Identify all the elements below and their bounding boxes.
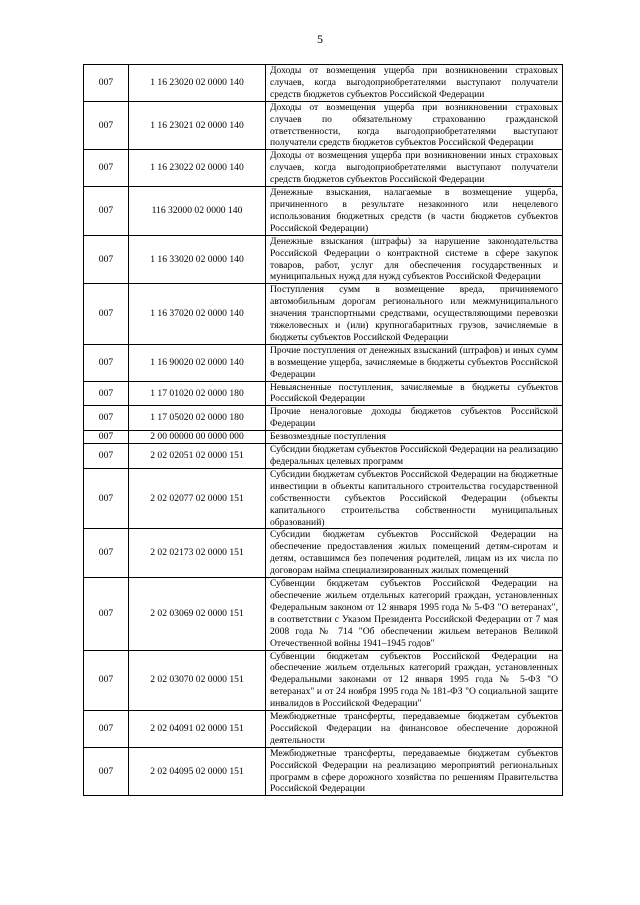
revenue-name-cell: Денежные взыскания (штрафы) за нарушение законодательства Российской Федерации о контрактной системе в сфере закупок товаров, работ, услуг для обеспечения государственных и муниципальных нужд для нужд субъектов Российской Федерации — [266, 235, 563, 284]
table-row — [84, 711, 563, 748]
admin-code-cell: 007 — [84, 235, 129, 284]
table-row — [84, 344, 563, 381]
admin-code-cell: 007 — [84, 468, 129, 529]
revenue-name-cell: Невыясненные поступления, зачисляемые в бюджеты субъектов Российской Федерации — [266, 381, 563, 406]
table-row — [84, 150, 563, 187]
revenue-name-cell: Доходы от возмещения ущерба при возникновении страховых случаев, когда выгодоприобретателями выступают получатели средств бюджетов субъектов Российской Федерации — [266, 65, 563, 102]
budget-classification-code-cell: 1 16 23022 02 0000 140 — [129, 150, 266, 187]
budget-classification-code-cell: 2 02 04091 02 0000 151 — [129, 711, 266, 748]
table-row — [84, 468, 563, 529]
budget-classification-code-cell: 1 16 23020 02 0000 140 — [129, 65, 266, 102]
table-row — [84, 381, 563, 406]
admin-code-cell: 007 — [84, 650, 129, 711]
admin-code-cell: 007 — [84, 578, 129, 650]
budget-classification-code-cell: 116 32000 02 0000 140 — [129, 187, 266, 236]
admin-code-cell: 007 — [84, 344, 129, 381]
budget-classification-code-cell: 2 02 02051 02 0000 151 — [129, 444, 266, 469]
table-row — [84, 444, 563, 469]
table-row — [84, 529, 563, 578]
budget-classification-code-cell: 1 16 33020 02 0000 140 — [129, 235, 266, 284]
revenue-name-cell: Субсидии бюджетам субъектов Российской Федерации на обеспечение предоставления жилых помещений детям-сиротам и детям, оставшимся без попечения родителей, лицам из их числа по договорам найма специализированных жилых помещений — [266, 529, 563, 578]
table-body — [84, 65, 563, 796]
admin-code-cell: 007 — [84, 529, 129, 578]
revenue-name-cell: Субвенции бюджетам субъектов Российской Федерации на обеспечение жильем отдельных категорий граждан, установленных Федеральными законами от 12 января 1995 года № 5-ФЗ "О ветеранах" и от 24 ноября 1995 года № 181-ФЗ "О социальной защите инвалидов в Российской Федерации" — [266, 650, 563, 711]
budget-classification-code-cell: 1 16 23021 02 0000 140 — [129, 101, 266, 150]
admin-code-cell: 007 — [84, 65, 129, 102]
revenue-name-cell: Межбюджетные трансферты, передаваемые бюджетам субъектов Российской Федерации на реализацию мероприятий региональных программ в сфере дорожного хозяйства по решениям Правительства Российской Федерации — [266, 747, 563, 796]
budget-classification-code-cell: 2 02 03069 02 0000 151 — [129, 578, 266, 650]
admin-code-cell: 007 — [84, 711, 129, 748]
budget-classification-code-cell: 1 16 90020 02 0000 140 — [129, 344, 266, 381]
table-row — [84, 65, 563, 102]
revenue-name-cell: Межбюджетные трансферты, передаваемые бюджетам субъектов Российской Федерации на финансовое обеспечение дорожной деятельности — [266, 711, 563, 748]
table-row — [84, 578, 563, 650]
budget-classification-code-cell: 1 17 01020 02 0000 180 — [129, 381, 266, 406]
budget-classification-code-cell: 2 02 02173 02 0000 151 — [129, 529, 266, 578]
table-row — [84, 747, 563, 796]
admin-code-cell: 007 — [84, 101, 129, 150]
budget-classification-code-cell: 2 02 02077 02 0000 151 — [129, 468, 266, 529]
admin-code-cell: 007 — [84, 187, 129, 236]
revenue-name-cell: Доходы от возмещения ущерба при возникновении страховых случаев по обязательному страхованию гражданской ответственности, когда выгодоприобретателями выступают получатели средств бюджетов субъектов Российской Федерации — [266, 101, 563, 150]
revenue-codes-table — [83, 64, 563, 796]
revenue-name-cell: Денежные взыскания, налагаемые в возмещение ущерба, причиненного в результате незаконного или нецелевого использования бюджетных средств (в части бюджетов субъектов Российской Федерации) — [266, 187, 563, 236]
table-row — [84, 101, 563, 150]
budget-classification-code-cell: 2 00 00000 00 0000 000 — [129, 431, 266, 444]
revenue-name-cell: Прочие неналоговые доходы бюджетов субъектов Российской Федерации — [266, 406, 563, 431]
page-number: 5 — [317, 32, 323, 46]
revenue-name-cell: Прочие поступления от денежных взысканий (штрафов) и иных сумм в возмещение ущерба, зачисляемые в бюджеты субъектов Российской Федерации — [266, 344, 563, 381]
revenue-name-cell: Субсидии бюджетам субъектов Российской Федерации на реализацию федеральных целевых программ — [266, 444, 563, 469]
revenue-name-cell: Субвенции бюджетам субъектов Российской Федерации на обеспечение жильем отдельных категорий граждан, установленных Федеральным законом от 12 января 1995 года № 5-ФЗ "О ветеранах", в соответствии с Указом Президента Российской Федерации от 7 мая 2008 года № 714 "Об обеспечении жильем ветеранов Великой Отечественной войны 1941–1945 годов" — [266, 578, 563, 650]
admin-code-cell: 007 — [84, 444, 129, 469]
admin-code-cell: 007 — [84, 150, 129, 187]
admin-code-cell: 007 — [84, 284, 129, 345]
revenue-name-cell: Поступления сумм в возмещение вреда, причиняемого автомобильным дорогам регионального или межмуниципального значения транспортными средствами, осуществляющими перевозки тяжеловесных и (или) крупногабаритных грузов, зачисляемые в бюджеты субъектов Российской Федерации — [266, 284, 563, 345]
revenue-name-cell: Доходы от возмещения ущерба при возникновении иных страховых случаев, когда выгодоприобретателями выступают получатели средств бюджетов субъектов Российской Федерации — [266, 150, 563, 187]
admin-code-cell: 007 — [84, 747, 129, 796]
budget-classification-code-cell: 2 02 03070 02 0000 151 — [129, 650, 266, 711]
table-row — [84, 187, 563, 236]
budget-classification-code-cell: 1 16 37020 02 0000 140 — [129, 284, 266, 345]
table-row — [84, 235, 563, 284]
table-row — [84, 406, 563, 431]
table-row — [84, 431, 563, 444]
admin-code-cell: 007 — [84, 431, 129, 444]
table-row — [84, 650, 563, 711]
admin-code-cell: 007 — [84, 406, 129, 431]
table-row — [84, 284, 563, 345]
revenue-name-cell: Субсидии бюджетам субъектов Российской Федерации на бюджетные инвестиции в объекты капитального строительства государственной собственности субъектов Российской Федерации (объекты капитального строительства собственности муниципальных образований) — [266, 468, 563, 529]
budget-classification-code-cell: 1 17 05020 02 0000 180 — [129, 406, 266, 431]
budget-classification-code-cell: 2 02 04095 02 0000 151 — [129, 747, 266, 796]
admin-code-cell: 007 — [84, 381, 129, 406]
revenue-name-cell: Безвозмездные поступления — [266, 431, 563, 444]
